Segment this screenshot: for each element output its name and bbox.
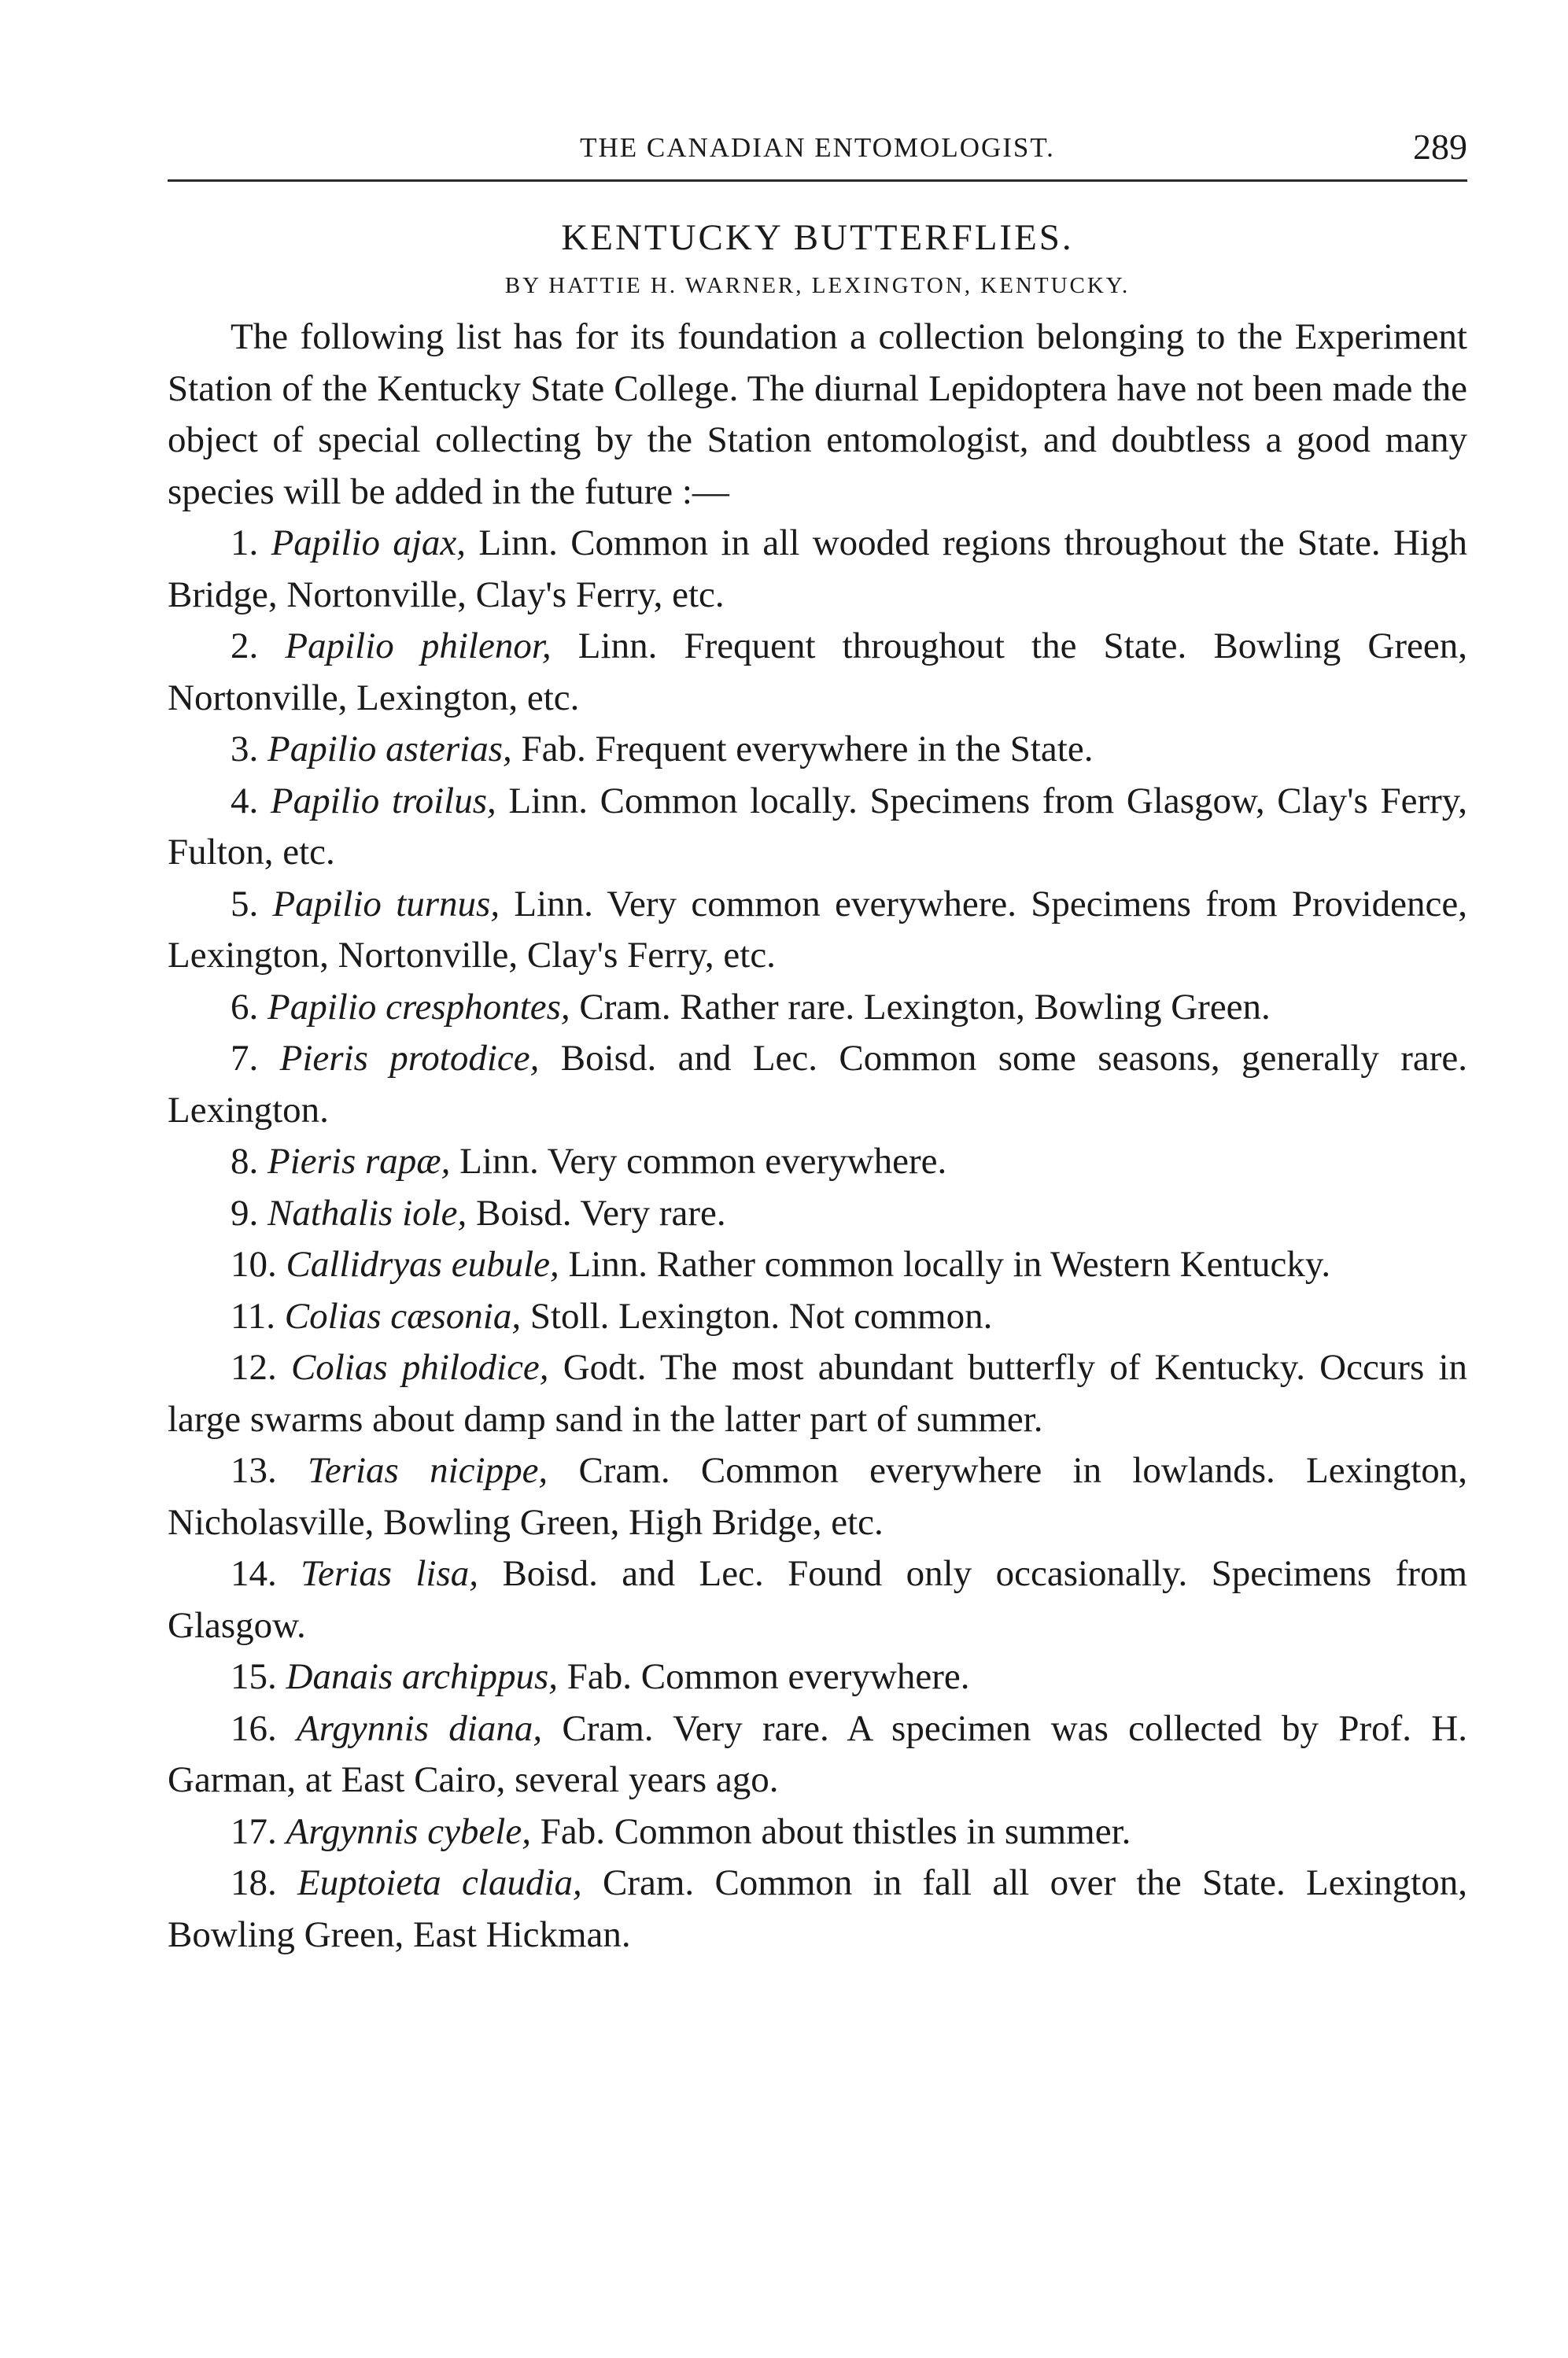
entry-number: 15. (231, 1656, 277, 1697)
species-entry (168, 982, 1467, 1034)
entry-number: 1. (231, 522, 259, 563)
species-name: Euptoieta claudia, (297, 1862, 582, 1903)
species-entry (168, 518, 1467, 621)
species-entry (168, 1239, 1467, 1291)
intro-paragraph: The following list has for its foundation a collection belonging to the Experiment Station of the Kentucky State College. The diurnal Lepidoptera have not been made the object of special collecting by the Station entomologist, and doubtless a good many species will be added in the future :— (168, 316, 1467, 512)
entry-number: 14. (231, 1553, 277, 1594)
species-name: Colias cæsonia, (284, 1295, 522, 1337)
running-head (168, 118, 1467, 173)
species-entry (168, 1291, 1467, 1343)
species-entry (168, 776, 1467, 879)
species-name: Papilio turnus, (272, 883, 500, 924)
species-entry (168, 1033, 1467, 1136)
species-entry (168, 1445, 1467, 1548)
species-entry (168, 1858, 1467, 1961)
entry-text: Boisd. and Lec. Found only occasionally. Specimens from Glasgow. (168, 1553, 1468, 1646)
entry-number: 10. (231, 1244, 277, 1285)
entry-text: Linn. Frequent throughout the State. Bowling Green, Nortonville, Lexington, etc. (168, 625, 1467, 718)
running-title: THE CANADIAN ENTOMOLOGIST. (580, 132, 1055, 163)
species-entry (168, 1548, 1467, 1651)
species-entry (168, 621, 1467, 724)
entry-number: 18. (231, 1862, 277, 1903)
entry-number: 9. (231, 1192, 259, 1234)
entry-number: 5. (231, 883, 259, 924)
entry-text: Linn. Common in all wooded regions throughout the State. High Bridge, Nortonville, Clay's Ferry, etc. (168, 522, 1467, 615)
entry-text: Linn. Very common everywhere. Specimens from Providence, Lexington, Nortonville, Clay's Ferry, etc. (168, 883, 1468, 976)
entry-number: 8. (231, 1141, 259, 1182)
byline: BY HATTIE H. WARNER, LEXINGTON, KENTUCKY. (504, 273, 1131, 298)
entry-text: Boisd. and Lec. Common some seasons, generally rare. Lexington. (168, 1038, 1468, 1131)
entry-text: Cram. Common in fall all over the State. Lexington, Bowling Green, East Hickman. (168, 1862, 1467, 1955)
entry-text: Linn. Rather common locally in Western Kentucky. (559, 1244, 1331, 1285)
entry-text: Linn. Very common everywhere. (450, 1141, 947, 1182)
entry-text: Linn. Common locally. Specimens from Glasgow, Clay's Ferry, Fulton, etc. (168, 780, 1467, 873)
entry-number: 13. (231, 1450, 277, 1491)
species-name: Nathalis iole, (267, 1192, 467, 1234)
entry-number: 11. (231, 1295, 276, 1337)
species-name: Pieris protodice, (279, 1038, 540, 1079)
species-name: Danais archippus, (286, 1656, 559, 1697)
page-number: 289 (1413, 127, 1467, 167)
species-name: Terias lisa, (301, 1553, 479, 1594)
species-entry (168, 1188, 1467, 1240)
entry-text: Godt. The most abundant butterfly of Kentucky. Occurs in large swarms about damp sand in the latter part of summer. (168, 1347, 1468, 1440)
entry-number: 7. (231, 1038, 259, 1079)
article-title: KENTUCKY BUTTERFLIES. (561, 217, 1074, 258)
entry-text: Fab. Common everywhere. (558, 1656, 970, 1697)
species-name: Argynnis diana, (297, 1707, 543, 1749)
entry-text: Stoll. Lexington. Not common. (521, 1295, 993, 1337)
species-entry (168, 879, 1467, 982)
species-entry (168, 1651, 1467, 1703)
species-entry (168, 1806, 1467, 1858)
entry-number: 16. (231, 1707, 277, 1749)
entry-number: 3. (231, 729, 259, 769)
species-name: Papilio troilus, (270, 780, 496, 821)
species-name: Papilio ajax, (271, 522, 466, 563)
species-name: Colias philodice, (290, 1347, 549, 1388)
species-entry (168, 1342, 1467, 1445)
entry-text: Fab. Frequent everywhere in the State. (511, 729, 1094, 769)
species-entry (168, 1136, 1467, 1188)
species-name: Papilio philenor, (285, 625, 552, 666)
species-entry (168, 724, 1467, 776)
species-name: Papilio cresphontes, (267, 986, 570, 1028)
species-list (168, 518, 1467, 1961)
species-entry (168, 1703, 1467, 1806)
entry-text: Boisd. Very rare. (467, 1192, 726, 1234)
entry-number: 6. (231, 986, 259, 1028)
entry-number: 2. (231, 625, 259, 666)
entry-text: Cram. Rather rare. Lexington, Bowling Green. (570, 986, 1271, 1028)
header-rule (168, 179, 1467, 182)
entry-number: 12. (231, 1347, 277, 1388)
page (168, 118, 1467, 1961)
species-name: Pieris rapæ, (267, 1141, 451, 1182)
species-name: Terias nicippe, (308, 1450, 548, 1491)
entry-number: 17. (231, 1810, 277, 1852)
species-name: Argynnis cybele, (286, 1810, 531, 1852)
entry-text: Fab. Common about thistles in summer. (530, 1810, 1131, 1852)
entry-text: Cram. Common everywhere in lowlands. Lexington, Nicholasville, Bowling Green, High Bridge, etc. (168, 1450, 1467, 1543)
species-name: Papilio asterias, (267, 729, 512, 769)
entry-text: Cram. Very rare. A specimen was collected by Prof. H. Garman, at East Cairo, several years ago. (168, 1707, 1467, 1800)
entry-number: 4. (231, 780, 259, 821)
species-name: Callidryas eubule, (286, 1244, 559, 1285)
